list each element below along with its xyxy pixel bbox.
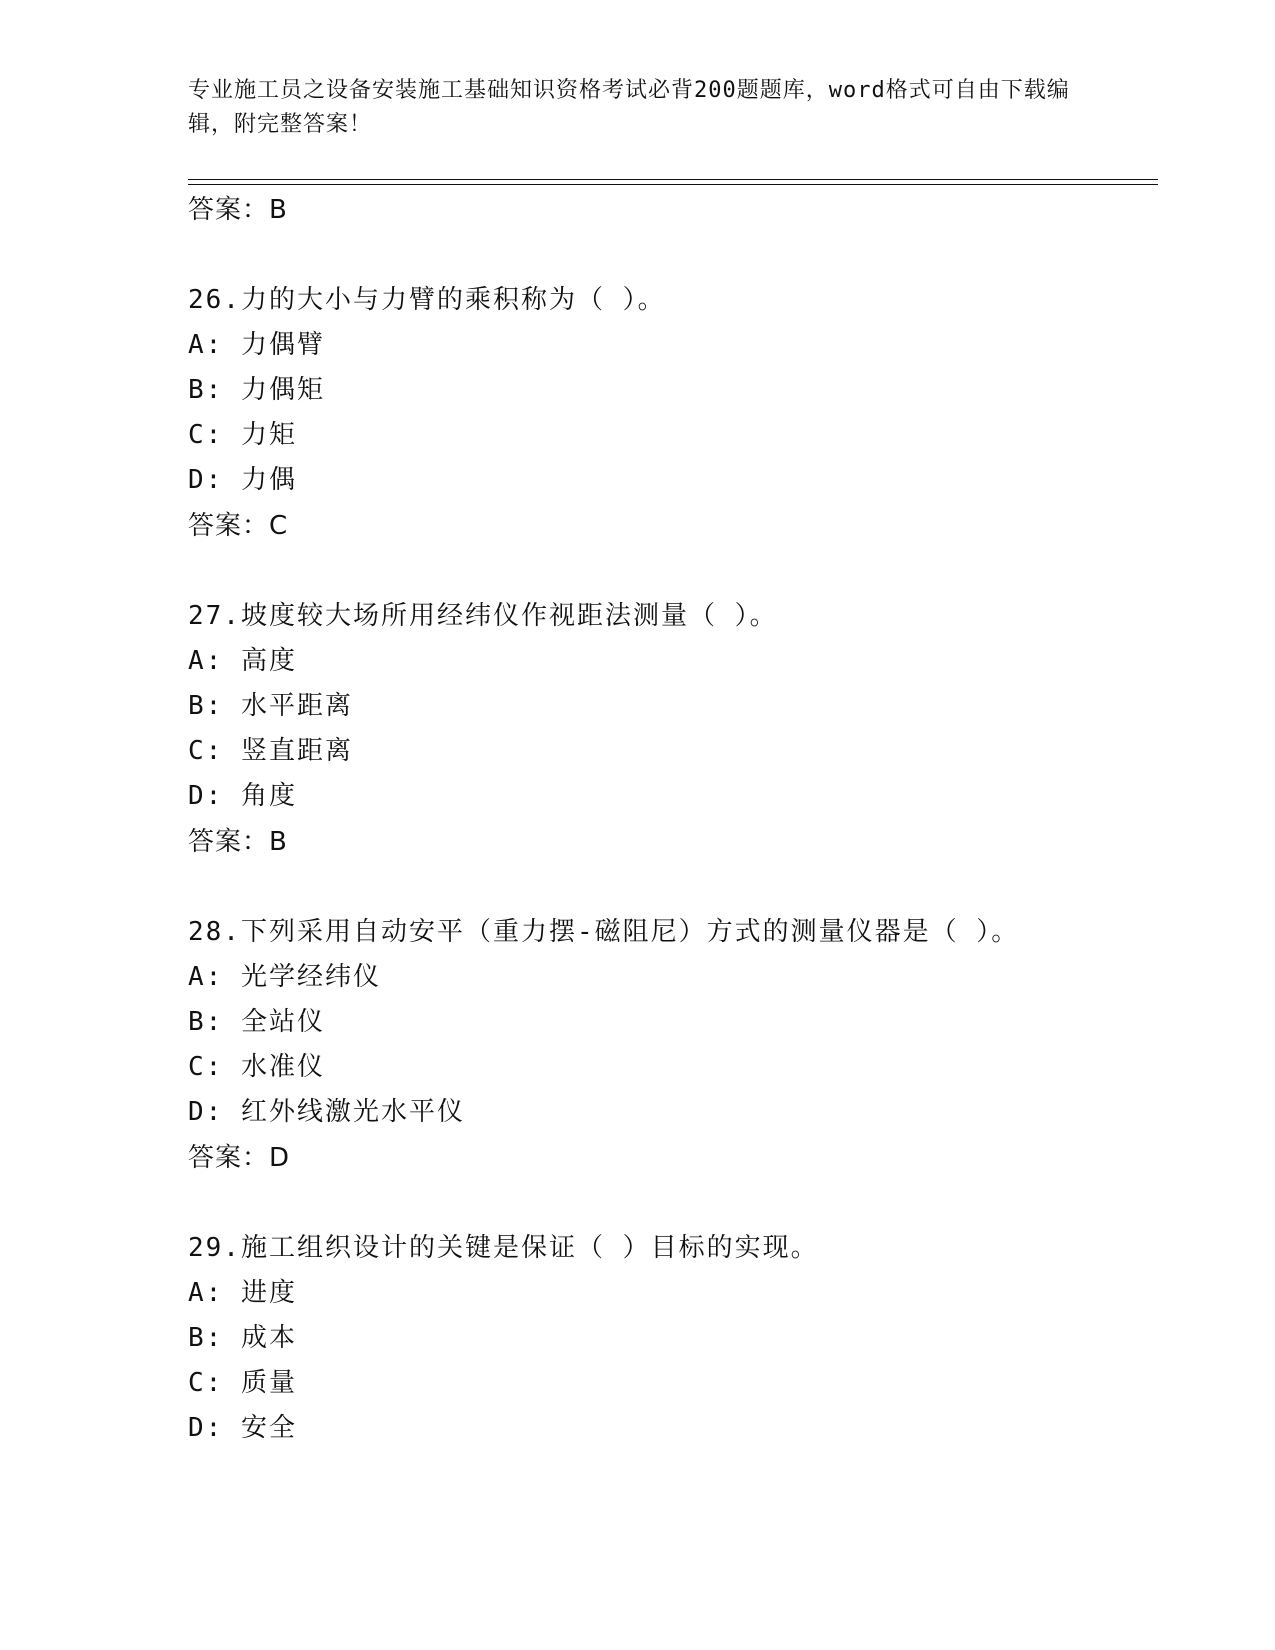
question-26-option-a: A: 力偶臂 — [188, 330, 325, 360]
question-29-option-c: C: 质量 — [188, 1368, 297, 1398]
answer-28: 答案：D — [188, 1143, 291, 1173]
question-26-stem: 26.力的大小与力臂的乘积称为（ ）。 — [188, 285, 666, 315]
question-26-option-b: B: 力偶矩 — [188, 375, 325, 405]
header-rule-top — [188, 179, 1158, 180]
question-29-option-a: A: 进度 — [188, 1278, 297, 1308]
answer-27: 答案：B — [188, 827, 288, 857]
question-27-option-c: C: 竖直距离 — [188, 736, 353, 766]
question-29-stem: 29.施工组织设计的关键是保证（ ）目标的实现。 — [188, 1233, 819, 1263]
question-28-option-c: C: 水准仪 — [188, 1052, 325, 1082]
question-28-option-d: D: 红外线激光水平仪 — [188, 1097, 465, 1127]
question-26-option-c: C: 力矩 — [188, 420, 297, 450]
question-27-stem: 27.坡度较大场所用经纬仪作视距法测量（ ）。 — [188, 601, 778, 631]
question-29-option-d: D: 安全 — [188, 1413, 297, 1443]
document-header: 专业施工员之设备安装施工基础知识资格考试必背200题题库，word格式可自由下载编辑，附完整答案！ — [188, 78, 1070, 137]
question-27-option-b: B: 水平距离 — [188, 691, 353, 721]
question-26-option-d: D: 力偶 — [188, 465, 297, 495]
header-rule-bottom — [188, 184, 1158, 185]
question-28-option-b: B: 全站仪 — [188, 1007, 325, 1037]
question-28-stem: 28.下列采用自动安平（重力摆-磁阻尼）方式的测量仪器是（ ）。 — [188, 917, 1020, 947]
answer-26: 答案：C — [188, 511, 289, 541]
question-27-option-a: A: 高度 — [188, 646, 297, 676]
question-27-option-d: D: 角度 — [188, 781, 297, 811]
question-29-option-b: B: 成本 — [188, 1323, 297, 1353]
answer-25: 答案：B — [188, 195, 288, 225]
question-28-option-a: A: 光学经纬仪 — [188, 962, 381, 992]
